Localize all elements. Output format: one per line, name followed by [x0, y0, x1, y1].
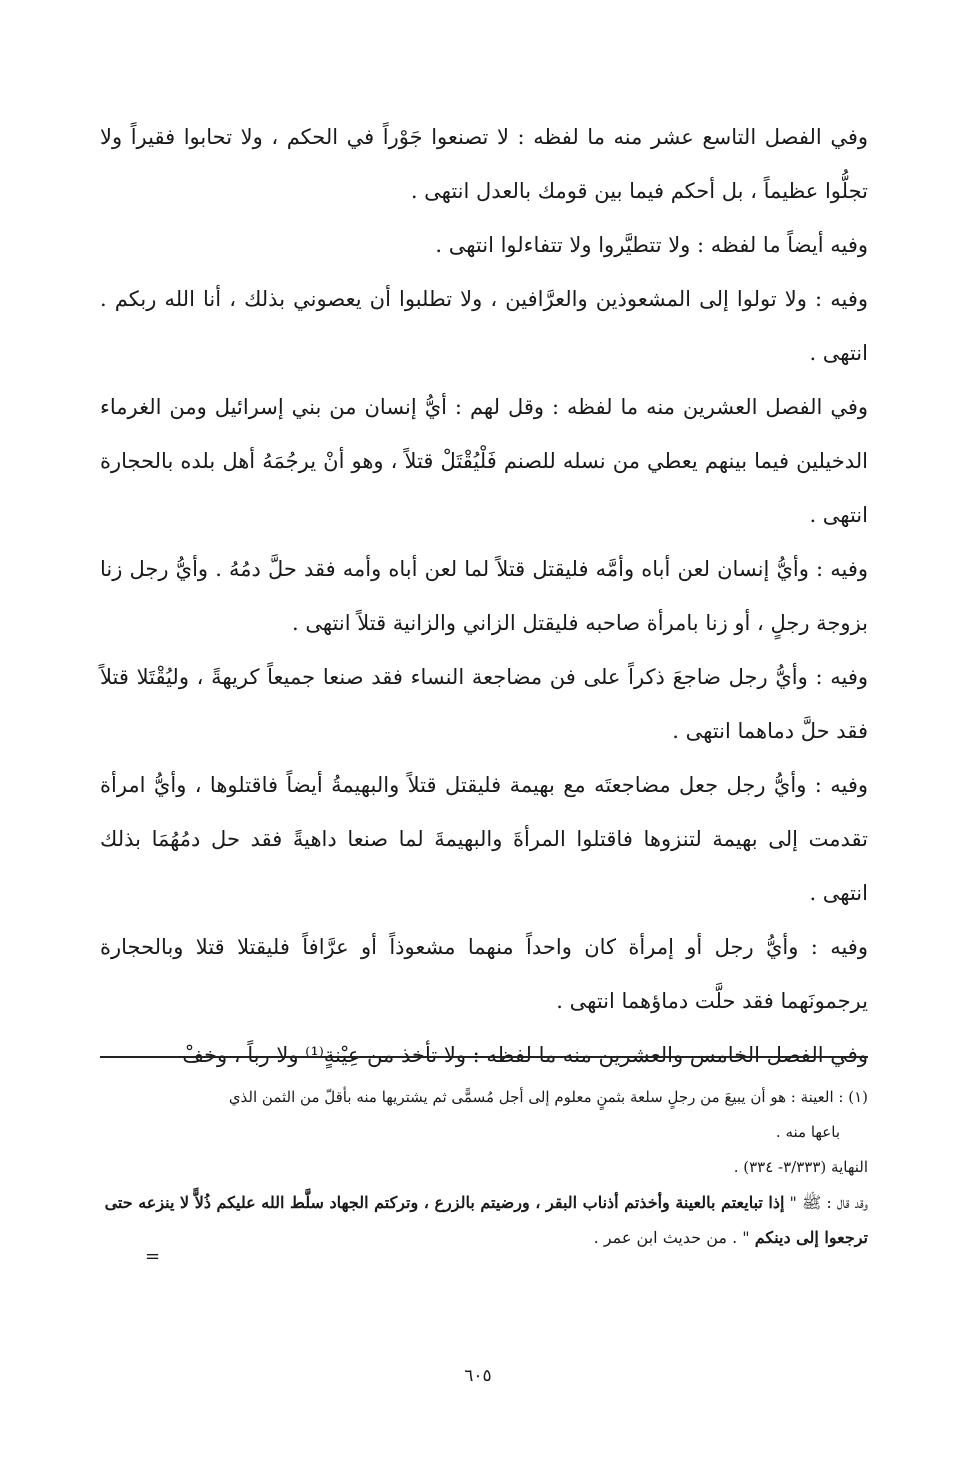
hadith-text: إذا تبايعتم بالعينة وأخذتم أذناب البقر ، ورضيتم بالزرع ، وتركتم الجهاد سلَّط الله عليكم ذُلاًّ لا ينزعه حتى ترجعوا إلى دينكم [104, 1193, 868, 1247]
main-text [100, 110, 868, 1082]
paragraph-bestiality: وفيه : وأيُّ رجل جعل مضاجعتَه مع بهيمة فليقتل قتلاً والبهيمةُ أيضاً فاقتلوها ، وأيُّ امرأة تقدمت إلى بهيمة لتنزوها فاقتلوا المرأةَ والبهيمةَ لما صنعا داهيةً فقد حل دمُهُمَا بذلك انتهى . [100, 773, 868, 905]
footnote-separator [100, 1056, 868, 1058]
footnotes [100, 1080, 868, 1255]
continuation-mark: = [145, 1246, 161, 1267]
paragraph-19th-chapter: وفي الفصل التاسع عشر منه ما لفظه : لا تصنعوا جَوْراً في الحكم ، ولا تحابوا فقيراً ولا تجلُّوا عظيماً ، بل أحكم فيما بين قومك بالعدل انتهى . [100, 125, 868, 203]
footnote-1-line-1: (١) : العينة : هو أن يبيعَ من رجلٍ سلعة بثمنٍ معلوم إلى أجل مُسمًّى ثم يشتريها منه بأقلّ من الثمن الذي [228, 1088, 868, 1106]
page-number: ٦٠٥ [464, 1366, 492, 1386]
footnote-hadith [100, 1185, 868, 1255]
paragraph-cursing-parents: وفيه : وأيُّ إنسان لعن أباه وأمَّه فليقتل قتلاً لما لعن أباه وأمه فقد حلَّ دمُهُ . وأيُّ رجل زنا بزوجة رجلٍ ، أو زنا بامرأة صاحبه فليقتل الزاني والزانية قتلاً انتهى . [100, 557, 868, 635]
footnote-1-source: النهاية (٣/٣٣٣- ٣٣٤) . [733, 1158, 868, 1176]
paragraph-sorcerers: وفيه : ولا تولوا إلى المشعوذين والعرَّافين ، ولا تطلبوا أن يعصوني بذلك ، أنا الله ربكم . انتهى . [100, 287, 868, 365]
hadith-source: " . من حديث ابن عمر . [593, 1228, 750, 1247]
paragraph-sorcery-punishment: وفيه : وأيُّ رجل أو إمرأة كان واحداً منهما مشعوذاً أو عرَّافاً فليقتلا قتلا وبالحجارة يرجمونَهما فقد حلَّت دماؤهما انتهى . [100, 935, 868, 1013]
hadith-intro: وقد قال : ﷺ " [789, 1193, 868, 1212]
paragraph-20th-chapter: وفي الفصل العشرين منه ما لفظه : وقل لهم : أيُّ إنسان من بني إسرائيل ومن الغرماء الدخيلين فيما بينهم يعطي من نسله للصنم فَلْيُقْتَلْ قتلاً ، وهو أنْ يرجُمَهُ أهل بلده بالحجارة انتهى . [100, 395, 868, 527]
paragraph-25th-chapter: وفي الفصل الخامس والعشرين منه ما لفظه : ولا تأخذ من عِيْنةٍ⁽¹⁾ ولا رباً ، وخفْ [182, 1043, 868, 1067]
paragraph-sodomy: وفيه : وأيُّ رجل ضاجعَ ذكراً على فن مضاجعة النساء فقد صنعا جميعاً كريهةً ، وليُقْتَلا قتلاً فقد حلَّ دماهما انتهى . [100, 665, 868, 743]
footnote-1-line-2: باعها منه . [775, 1123, 840, 1141]
paragraph-omens: وفيه أيضاً ما لفظه : ولا تتطيَّروا ولا تتفاءلوا انتهى . [435, 233, 868, 257]
